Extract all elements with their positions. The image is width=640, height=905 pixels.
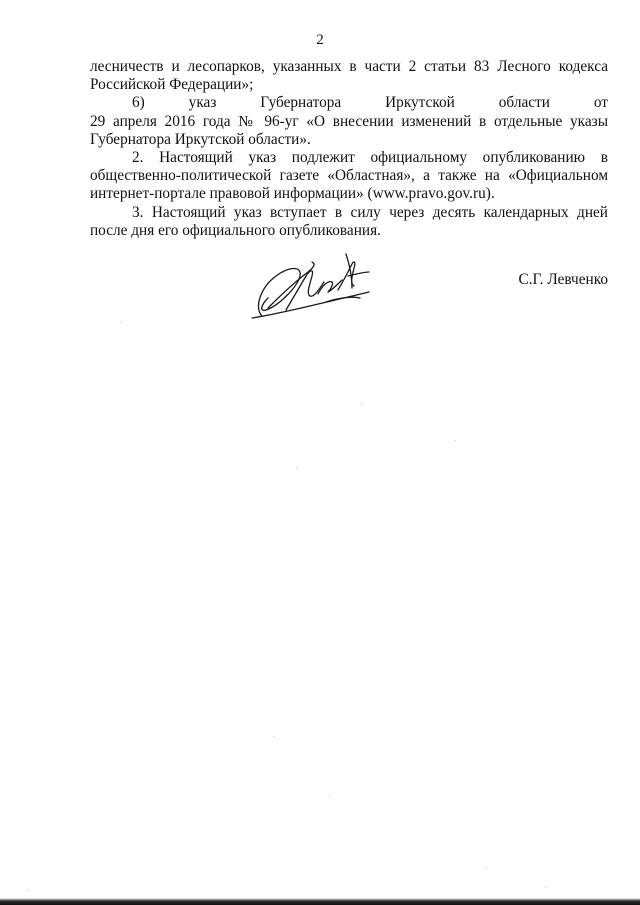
paragraph-continuation (90, 58, 608, 94)
scan-bottom-edge (0, 898, 640, 905)
paragraph-2 (90, 149, 608, 204)
text-line: лесничеств и лесопарков, указанных в части 2 статьи 83 Лесного кодекса (90, 58, 608, 75)
text-line: интернет-портале правовой информации» (www.pravo.gov.ru). (90, 185, 495, 203)
text-line: 29 апреля 2016 года № 96-уг «О внесении изменений в отдельные указы (90, 112, 608, 130)
text-line: Российской Федерации»; (90, 76, 254, 94)
document-body (90, 58, 608, 240)
signature-block (90, 250, 608, 330)
handwritten-signature (248, 250, 373, 322)
signer-name: С.Г. Левченко (518, 271, 608, 288)
text-line: 3. Настоящий указ вступает в силу через десять календарных дней (132, 203, 608, 221)
paragraph-3 (90, 204, 608, 240)
text-line: 6) указ Губернатора Иркутской области от (132, 94, 608, 112)
page-number: 2 (316, 32, 324, 48)
text-line: после дня его официального опубликования. (90, 221, 381, 239)
text-line: 2. Настоящий указ подлежит официальному опубликованию в (132, 149, 608, 167)
text-line: Губернатора Иркутской области». (90, 130, 311, 148)
list-item-6 (90, 94, 608, 149)
text-line: общественно-политической газете «Областная», а также на «Официальном (90, 167, 608, 185)
